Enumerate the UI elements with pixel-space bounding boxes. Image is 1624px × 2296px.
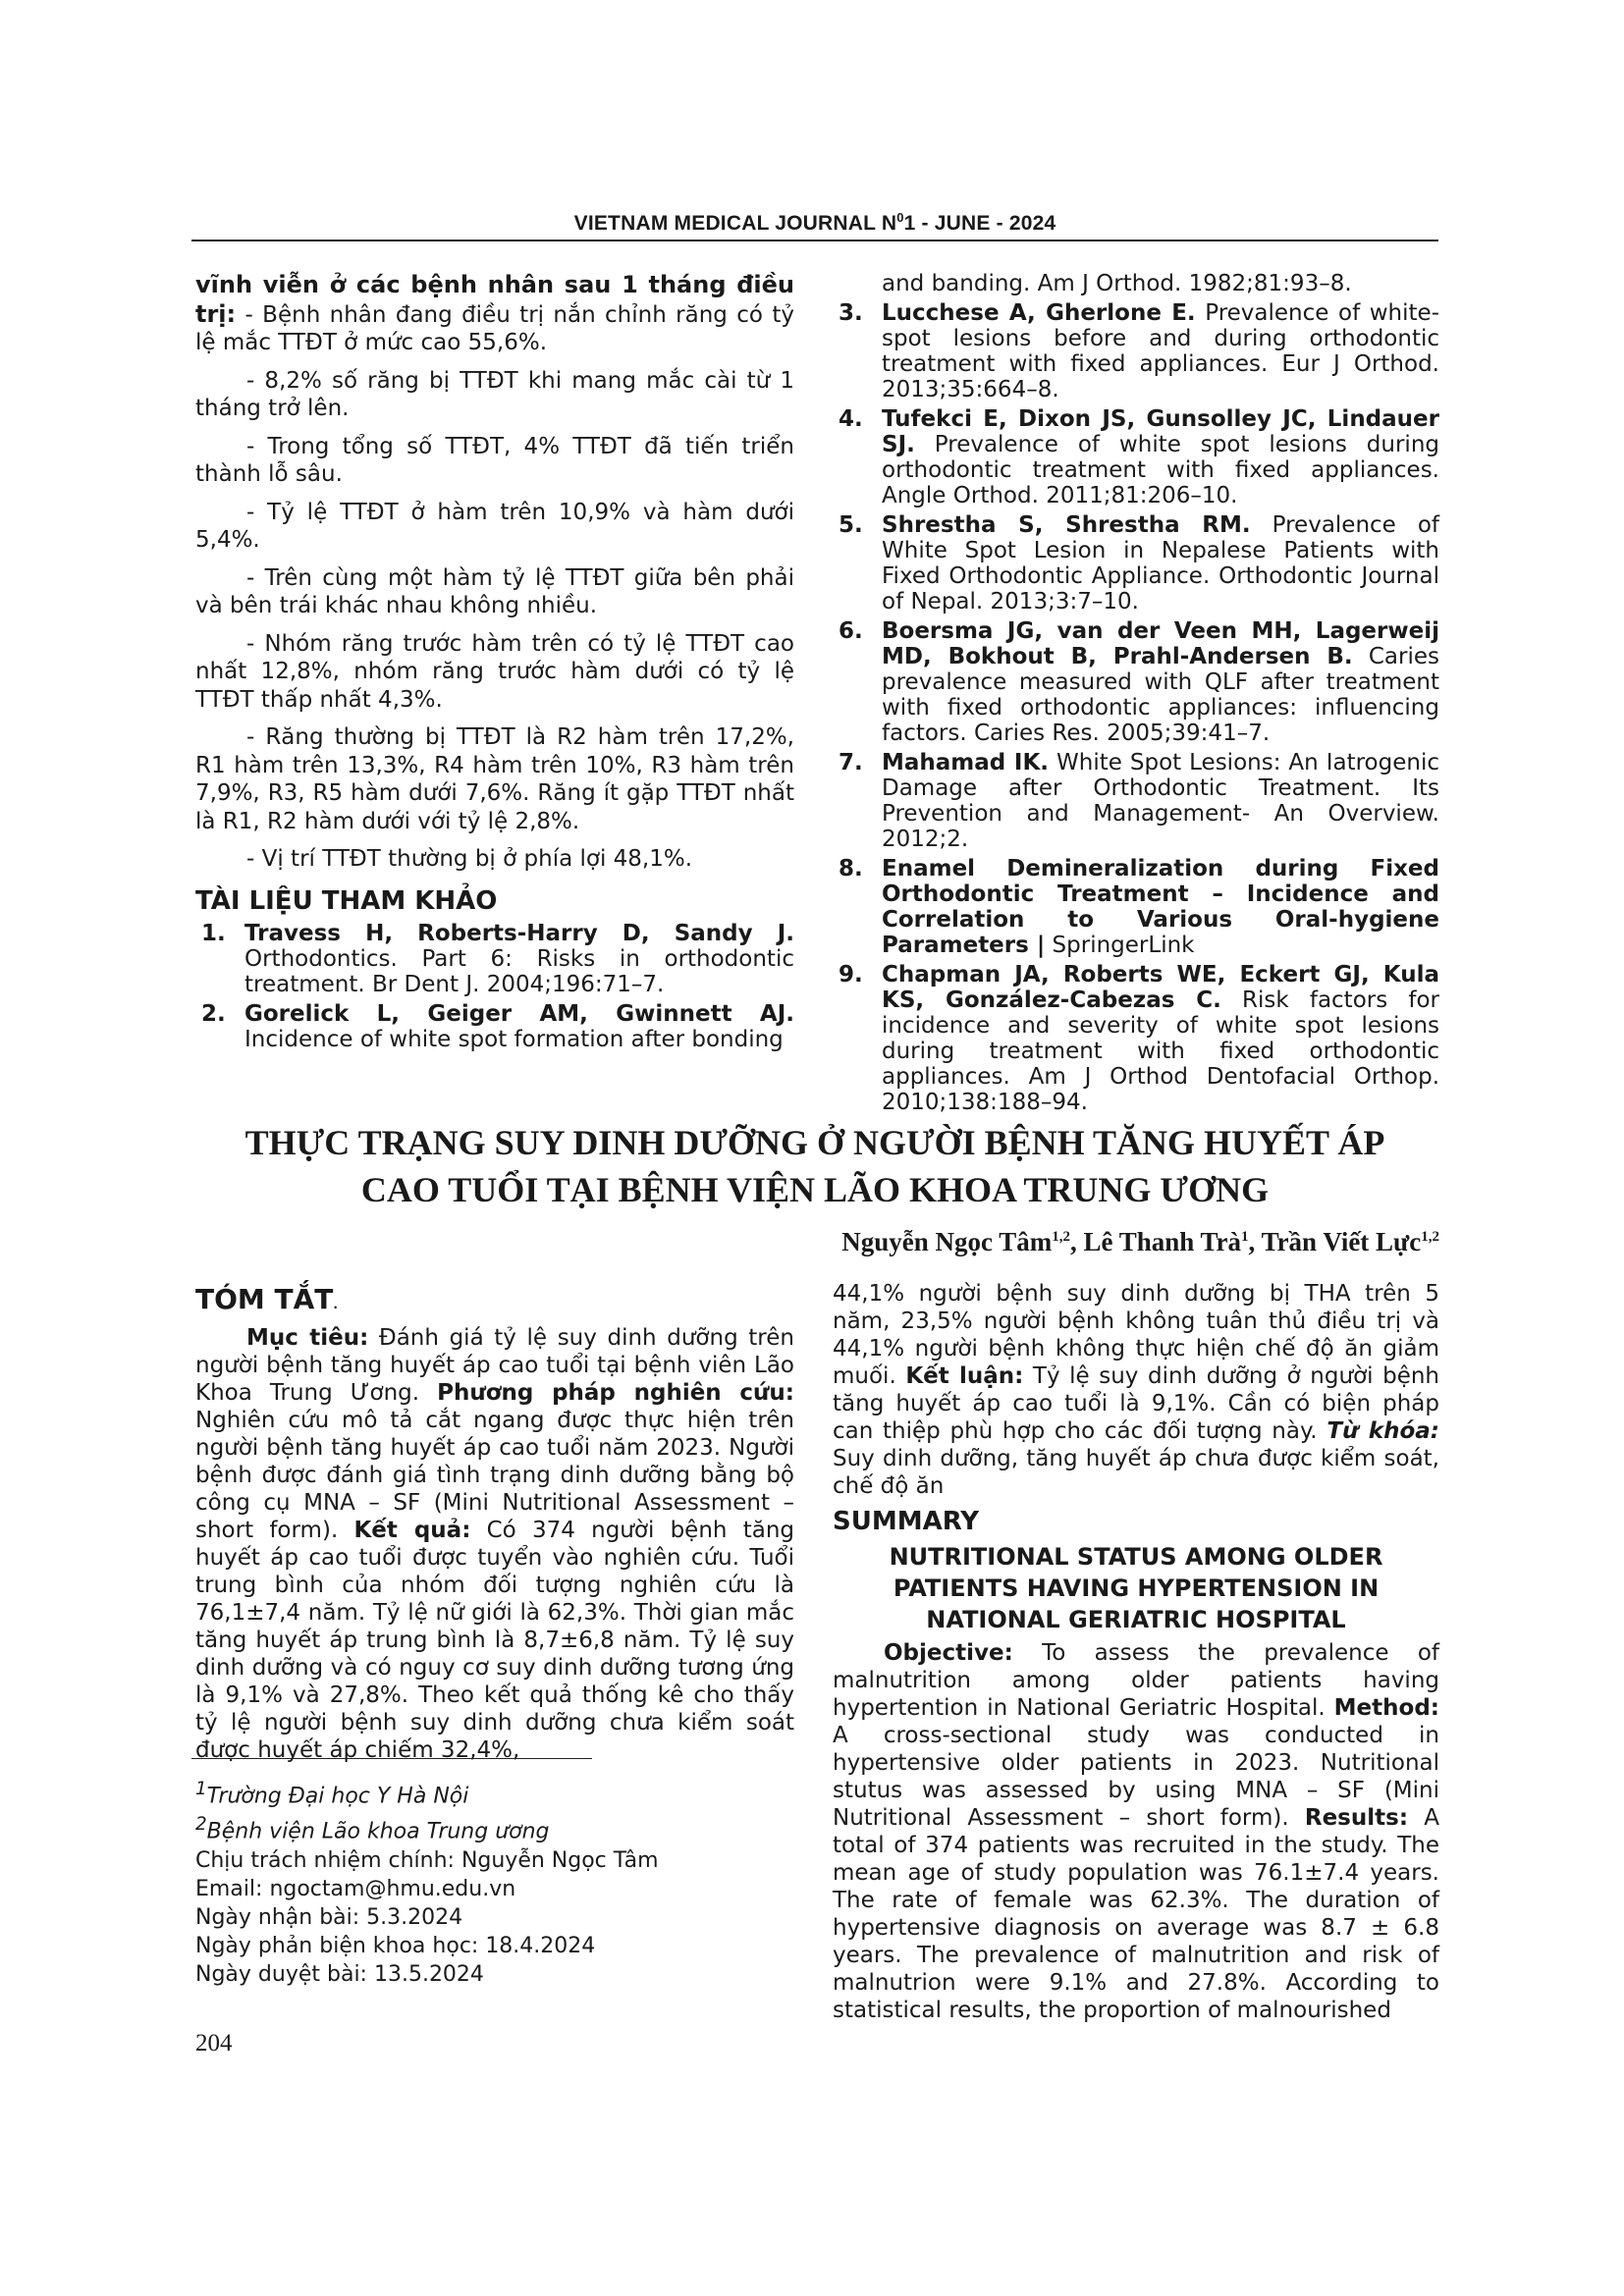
conclusion-bullet: - 8,2% số răng bị TTĐT khi mang mắc cài từ 1 tháng trở lên. [195, 367, 794, 421]
affiliation: $^1$Trường Đại học Y Hà Nội [195, 1779, 469, 1809]
reference-item: 2. Gorelick L, Geiger AM, Gwinnett AJ. Incidence of white spot formation after bonding [201, 1001, 794, 1052]
reference-item: 3. Lucchese A, Gherlone E. Prevalence of white-spot lesions before and during orthodontic treatment with fixed appliances. Eur J Orthod. 2013;35:664–8. [839, 300, 1439, 402]
abstract-body-continued: 44,1% người bệnh suy dinh dưỡng bị THA trên 5 năm, 23,5% người bệnh không tuân thủ điều trị và 44,1% người bệnh không thực hiện chế độ ăn giảm muối. Kết luận: Tỷ lệ suy dinh dưỡng ở người bệnh tăng huyết áp cao tuổi là 9,1%. Cần có biện pháp can thiệp phù hợp cho các đối tượng này. Từ khóa: Suy dinh dưỡng, tăng huyết áp chưa được kiểm soát, chế độ ăn [833, 1281, 1439, 1499]
author-list: Nguyễn Ngọc Tâm$^{1,2}$, Lê Thanh Trà$^1$, Trần Viết Lực$^{1,2}$ [841, 1227, 1439, 1256]
article-title-line: CAO TUỔI TẠI BỆNH VIỆN LÃO KHOA TRUNG ƯƠNG [360, 1170, 1270, 1209]
footnote-divider [191, 1758, 592, 1759]
article-title-line: THỰC TRẠNG SUY DINH DƯỠNG Ở NGƯỜI BỆNH TĂNG HUYẾT ÁP [244, 1123, 1385, 1162]
conclusion-lead: vĩnh viễn ở các bệnh nhân sau 1 tháng điều trị: - Bệnh nhân đang điều trị nắn chỉnh răng có tỷ lệ mắc TTĐT ở mức cao 55,6%. [195, 271, 794, 355]
conclusion-bullet: - Vị trí TTĐT thường bị ở phía lợi 48,1%. [246, 846, 693, 872]
conclusions-column [195, 271, 794, 1056]
reference-item: 4. Tufekci E, Dixon JS, Gunsolley JC, Lindauer SJ. Prevalence of white spot lesions during orthodontic treatment with fixed appliances. Angle Orthod. 2011;81:206–10. [839, 406, 1439, 508]
author-name: Nguyễn Ngọc Tâm [841, 1227, 1053, 1256]
reference-item: 1. Travess H, Roberts-Harry D, Sandy J. Orthodontics. Part 6: Risks in orthodontic treatment. Br Dent J. 2004;196:71–7. [201, 921, 794, 997]
conclusion-bullet: - Nhóm răng trước hàm trên có tỷ lệ TTĐT cao nhất 12,8%, nhóm răng trước hàm dưới có tỷ lệ TTĐT thấp nhất 4,3%. [195, 630, 794, 713]
page-number: 204 [195, 2030, 233, 2056]
reference-item: 8. Enamel Demineralization during Fixed Orthodontic Treatment – Incidence and Correlation to Various Oral-hygiene Parameters | SpringerLink [839, 856, 1439, 958]
date-received: Ngày nhận bài: 5.3.2024 [195, 1904, 463, 1930]
conclusion-bullet: - Tỷ lệ TTĐT ở hàm trên 10,9% và hàm dưới 5,4%. [195, 499, 794, 553]
reference-item: 9. Chapman JA, Roberts WE, Eckert GJ, Kula KS, González-Cabezas C. Risk factors for incidence and severity of white spot lesions during treatment with fixed orthodontic appliances. Am J Orthod Dentofacial Orthop. 2010;138:188–94. [839, 962, 1439, 1115]
references-list-left [195, 921, 794, 1052]
summary-heading: SUMMARY [833, 1507, 980, 1536]
summary-body: Objective: To assess the prevalence of malnutrition among older patients having hypertention in National Geriatric Hospital. Method: A cross-sectional study was conducted in hypertensive older patients in 2023. Nutritional stutus was assessed by using MNA – SF (Mini Nutritional Assessment – short form). Results: A total of 374 patients was recruited in the study. The mean age of study population was 76.1±7.4 years. The rate of female was 62.3%. The duration of hypertensive diagnosis on average was 8.7 ± 6.8 years. The prevalence of malnutrition and risk of malnutrion were 9.1% and 27.8%. According to statistical results, the proportion of malnourished [833, 1640, 1439, 2023]
references-heading: TÀI LIỆU THAM KHẢO [195, 885, 498, 916]
reference-item: 6. Boersma JG, van der Veen MH, Lagerweij MD, Bokhout B, Prahl-Andersen B. Caries prevalence measured with QLF after treatment with fixed orthodontic appliances: influencing factors. Caries Res. 2005;39:41–7. [839, 618, 1439, 746]
conclusion-bullet: - Trong tổng số TTĐT, 4% TTĐT đã tiến triển thành lỗ sâu. [195, 433, 794, 487]
author-name: Trần Viết Lực [1261, 1227, 1422, 1256]
abstract-vi [195, 1283, 794, 1774]
reference-continuation: and banding. Am J Orthod. 1982;81:93–8. [882, 271, 1352, 296]
article-title [191, 1119, 1438, 1213]
author-name: Lê Thanh Trà [1083, 1227, 1242, 1256]
journal-header: VIETNAM MEDICAL JOURNAL $N^01$ - JUNE - 2024 [573, 210, 1056, 235]
abstract-heading: TÓM TẮT. [195, 1283, 338, 1315]
reference-item: 5. Shrestha S, Shrestha RM. Prevalence of White Spot Lesion in Nepalese Patients with Fixed Orthodontic Appliance. Orthodontic Journal of Nepal. 2013;3:7–10. [839, 512, 1439, 614]
affiliation: $^2$Bệnh viện Lão khoa Trung ương [195, 1814, 550, 1844]
references-list-right [833, 300, 1439, 1115]
author-email: Email: ngoctam@hmu.edu.vn [195, 1876, 516, 1901]
conclusion-bullet: - Răng thường bị TTĐT là R2 hàm trên 17,2%, R1 hàm trên 13,3%, R4 hàm trên 10%, R3 hàm trên 7,9%, R3, R5 hàm dưới 7,6%. Răng ít gặp TTĐT nhất là R1, R2 hàm dưới với tỷ lệ 2,8%. [195, 724, 794, 834]
running-header [191, 210, 1438, 241]
references-column-right [833, 271, 1439, 1119]
date-accepted: Ngày duyệt bài: 13.5.2024 [195, 1961, 484, 1987]
abstract-body: Mục tiêu: Đánh giá tỷ lệ suy dinh dưỡng trên người bệnh tăng huyết áp cao tuổi tại bệnh viên Lão Khoa Trung Ương. Phương pháp nghiên cứu: Nghiên cứu mô tả cắt ngang được thực hiện trên người bệnh tăng huyết áp cao tuổi năm 2023. Người bệnh được đánh giá tình trạng dinh dưỡng bằng bộ công cụ MNA – SF (Mini Nutritional Assessment – short form). Kết quả: Có 374 người bệnh tăng huyết áp cao tuổi được tuyển vào nghiên cứu. Tuổi trung bình của nhóm đối tượng nghiên cứu là 76,1±7,4 năm. Tỷ lệ nữ giới là 62,3%. Thời gian mắc tăng huyết áp trung bình là 8,7±6,8 năm. Tỷ lệ suy dinh dưỡng và có nguy cơ suy dinh dưỡng tương ứng là 9,1% và 27,8%. Theo kết quả thống kê cho thấy tỷ lệ người bệnh suy dinh dưỡng chưa kiểm soát được huyết áp chiếm 32,4%, [195, 1325, 794, 1763]
corresponding-author: Chịu trách nhiệm chính: Nguyễn Ngọc Tâm [195, 1847, 659, 1873]
conclusion-bullet: - Trên cùng một hàm tỷ lệ TTĐT giữa bên phải và bên trái khác nhau không nhiều. [195, 564, 794, 618]
summary-title: NUTRITIONAL STATUS AMONG OLDER PATIENTS HAVING HYPERTENSION IN NATIONAL GERIATRIC HOSPITAL [889, 1543, 1383, 1633]
abstract-continued [833, 1280, 1439, 2034]
reference-item: 7. Mahamad IK. White Spot Lesions: An Iatrogenic Damage after Orthodontic Treatment. Its Prevention and Management- An Overview. 2012;2. [839, 750, 1439, 852]
date-reviewed: Ngày phản biện khoa học: 18.4.2024 [195, 1933, 596, 1958]
footnotes [195, 1775, 785, 1989]
